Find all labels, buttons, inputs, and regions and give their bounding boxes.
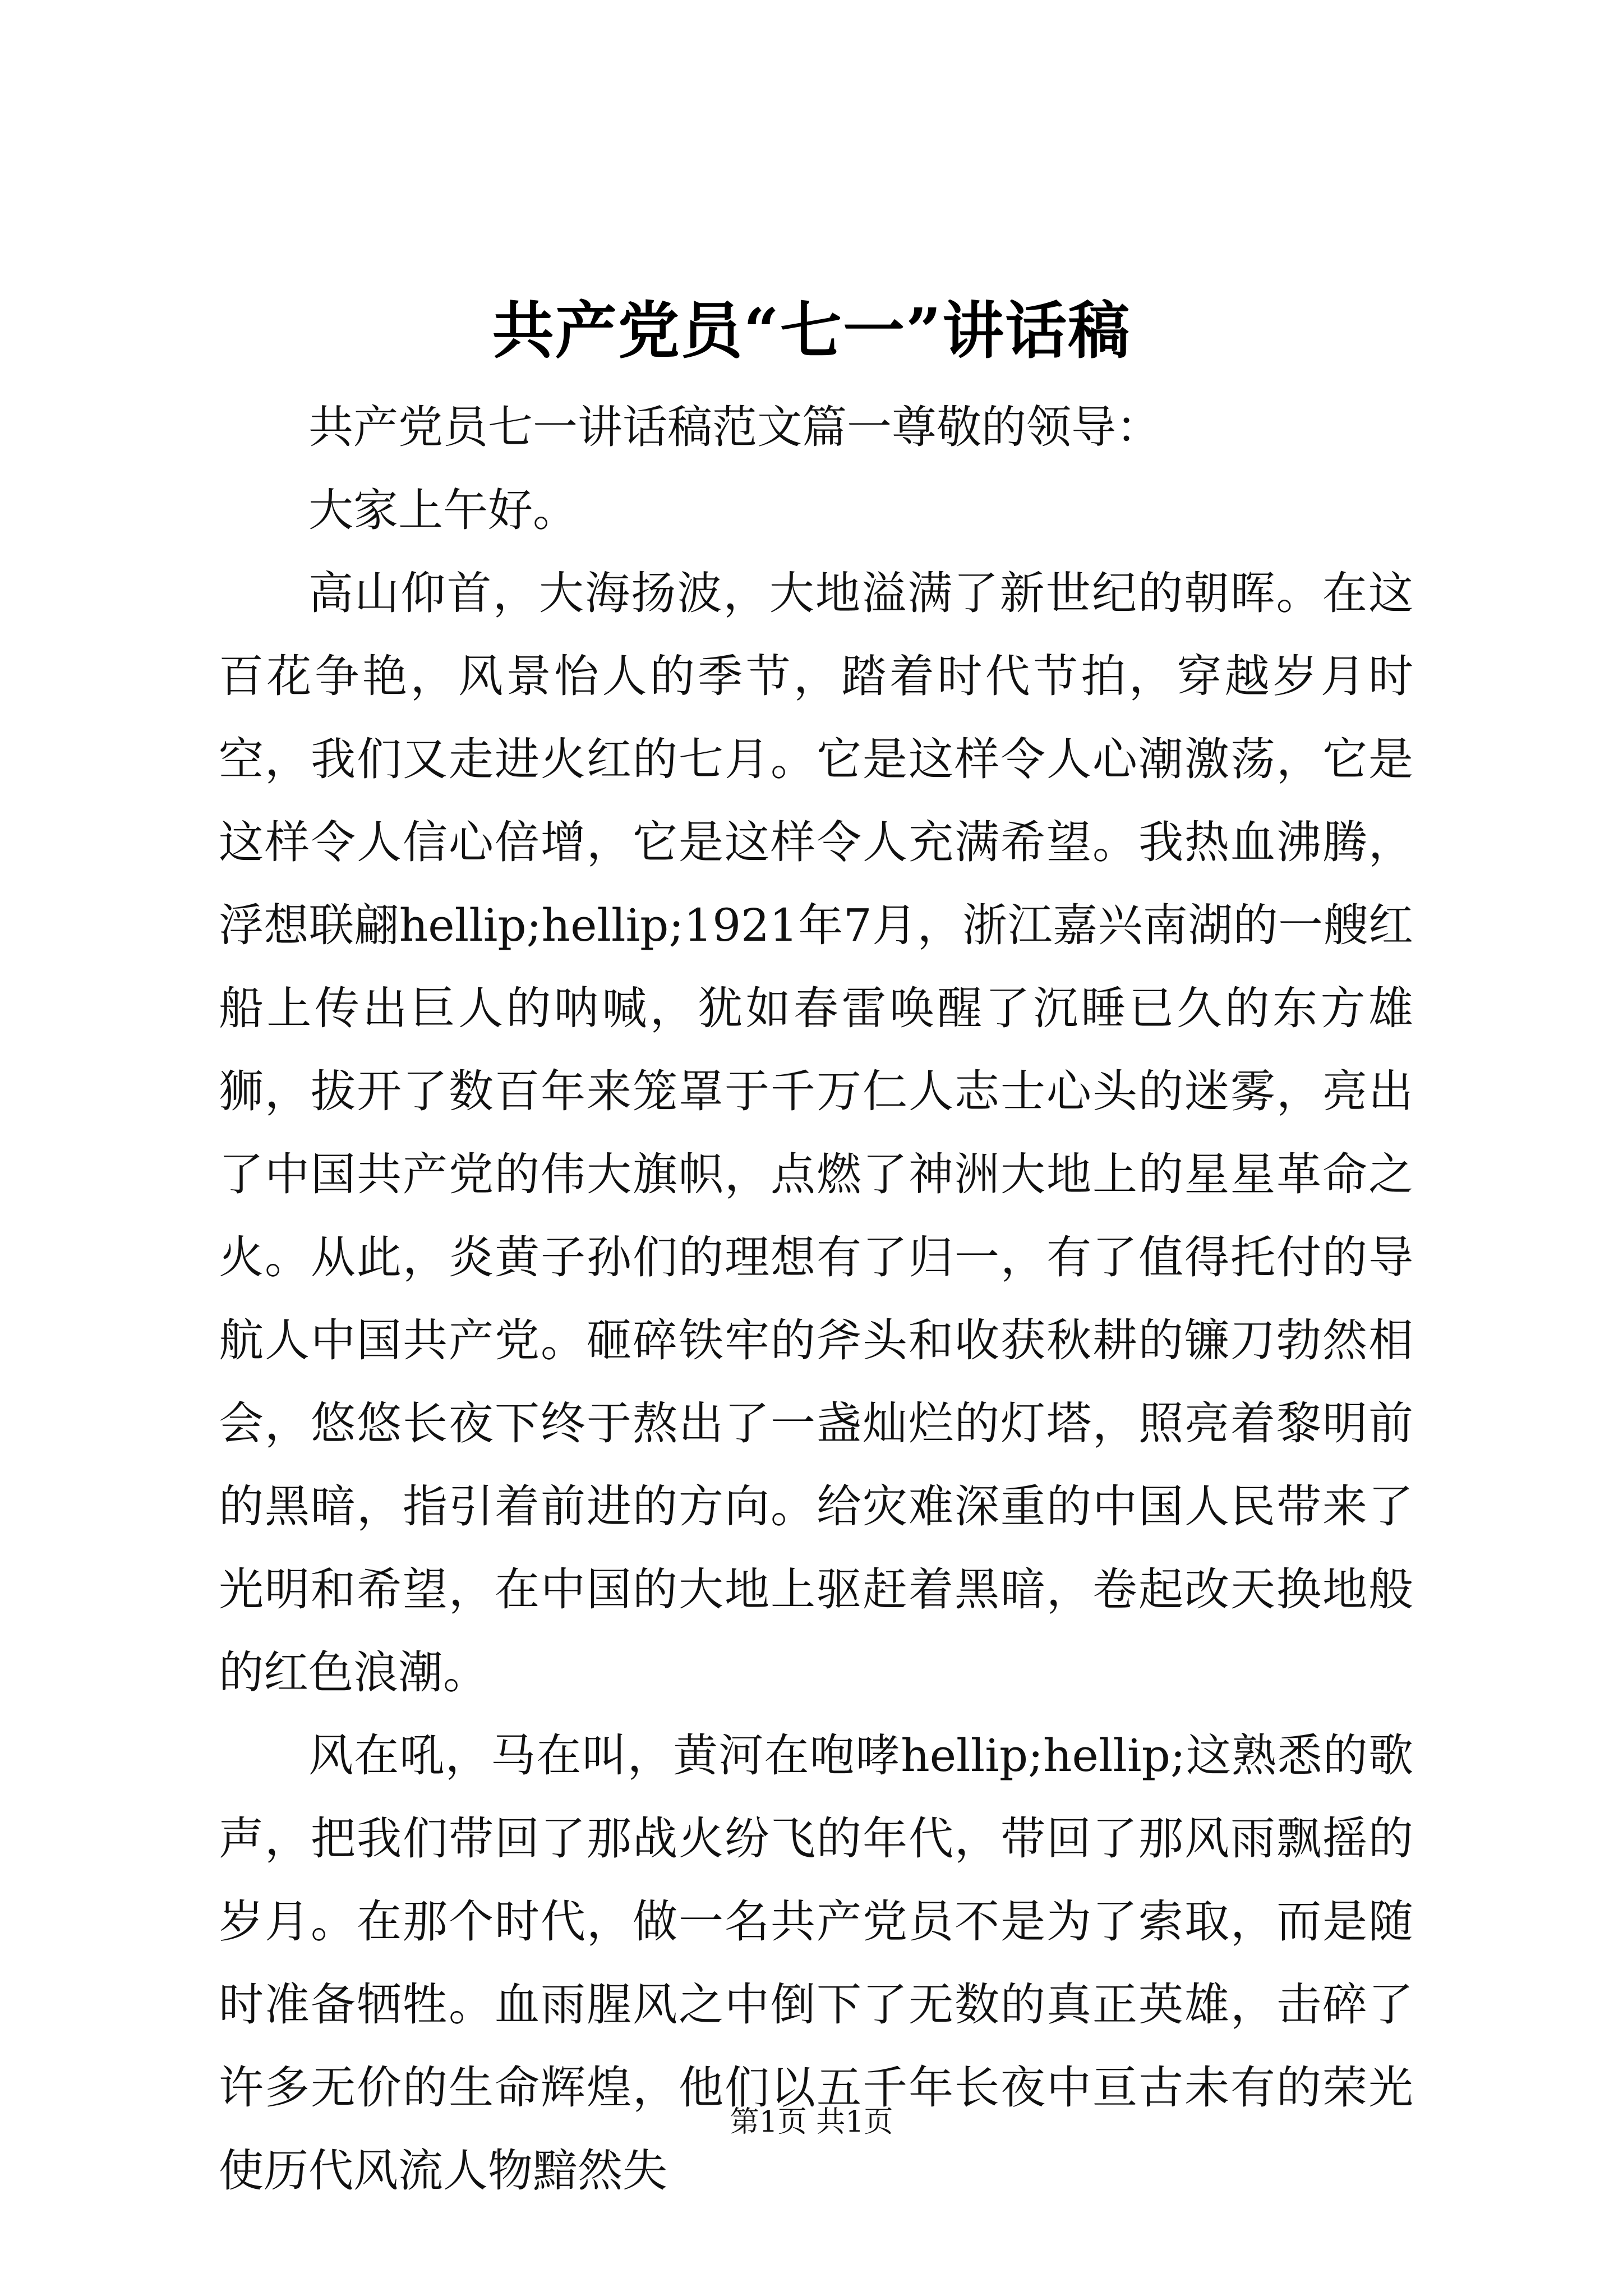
paragraph-history: 风在吼，马在叫，黄河在咆哮hellip;hellip;这熟悉的歌声，把我们带回了那战火纷飞的年代，带回了那风雨飘摇的岁月。在那个时代，做一名共产党员不是为了索取，而是随时准备牺牲。血雨腥风之中倒下了无数的真正英雄，击碎了许多无价的生命辉煌，他们以五千年长夜中亘古未有的荣光使历代风流人物黯然失: [219, 1729, 1413, 2197]
paragraph-salutation: 大家上午好。: [308, 484, 578, 536]
page-number-footer: 第1页 共1页: [730, 2105, 893, 2139]
document-title: 共产党员“七一”讲话稿: [492, 295, 1131, 367]
paragraph-july: 高山仰首，大海扬波，大地溢满了新世纪的朝晖。在这百花争艳，风景怡人的季节，踏着时代节拍，穿越岁月时空，我们又走进火红的七月。它是这样令人心潮激荡，它是这样令人信心倍增，它是这样令人充满希望。我热血沸腾，浮想联翩hellip;hellip;1921年7月，浙江嘉兴南湖的一艘红船上传出巨人的呐喊，犹如春雷唤醒了沉睡已久的东方雄狮，拔开了数百年来笼罩于千万仁人志士心头的迷雾，亮出了中国共产党的伟大旗帜，点燃了神洲大地上的星星革命之火。从此，炎黄子孙们的理想有了归一，有了值得托付的导航人中国共产党。砸碎铁牢的斧头和收获秋耕的镰刀勃然相会，悠悠长夜下终于熬出了一盏灿烂的灯塔，照亮着黎明前的黑暗，指引着前进的方向。给灾难深重的中国人民带来了光明和希望，在中国的大地上驱赶着黑暗，卷起改天换地般的红色浪潮。: [219, 567, 1413, 1699]
paragraph-greeting: 共产党员七一讲话稿范文篇一尊敬的领导：: [308, 401, 1161, 453]
document-body: [219, 386, 1413, 2212]
